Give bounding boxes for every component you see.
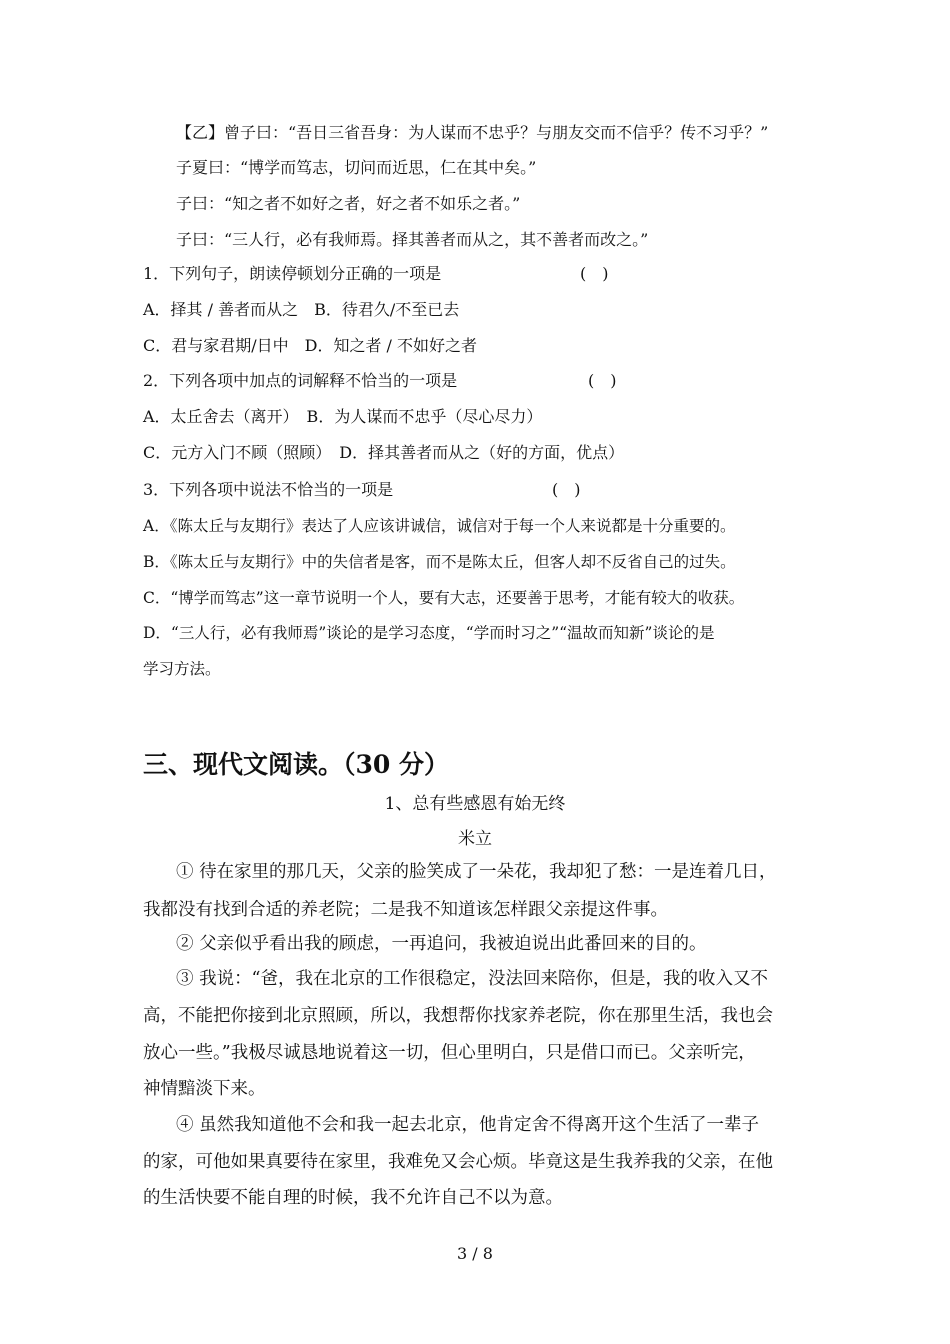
question-1-option-cd: C．君与家君期/日中 D．知之者 / 不如好之者 bbox=[143, 336, 478, 355]
article-author: 米立 bbox=[458, 829, 492, 849]
article-title: 1、总有些感恩有始无终 bbox=[384, 794, 566, 814]
passage-yi-line-4: 子曰：“三人行，必有我师焉。择其善者而从之，其不善者而改之。” bbox=[176, 230, 649, 249]
passage-yi-line-2: 子夏曰：“博学而笃志，切问而近思，仁在其中矣。” bbox=[176, 158, 537, 177]
question-3-option-d: D．“三人行，必有我师焉”谈论的是学习态度，“学而时习之”“温故而知新”谈论的是 bbox=[143, 624, 715, 642]
question-3-option-a: A．《陈太丘与友期行》表达了人应该讲诚信，诚信对于每一个人来说都是十分重要的。 bbox=[143, 517, 736, 535]
passage-yi-line-3: 子曰：“知之者不如好之者，好之者不如乐之者。” bbox=[176, 194, 521, 213]
article-line-10: 的生活快要不能自理的时候，我不允许自己不以为意。 bbox=[143, 1188, 563, 1208]
article-line-6: 放心一些。”我极尽诚恳地说着这一切，但心里明白，只是借口而已。父亲听完， bbox=[143, 1043, 756, 1063]
passage-yi-line-1: 【乙】曾子曰：“吾日三省吾身：为人谋而不忠乎？与朋友交而不信乎？传不习乎？” bbox=[176, 123, 769, 142]
article-line-7: 神情黯淡下来。 bbox=[143, 1079, 266, 1099]
article-line-1: ① 待在家里的那几天，父亲的脸笑成了一朵花，我却犯了愁：一是连着几日， bbox=[176, 862, 777, 882]
article-line-8: ④ 虽然我知道他不会和我一起去北京，他肯定舍不得离开这个生活了一辈子 bbox=[176, 1115, 760, 1135]
article-line-9: 的家，可他如果真要待在家里，我难免又会心烦。毕竟这是生我养我的父亲，在他 bbox=[143, 1152, 773, 1172]
question-1-stem: 1．下列句子，朗读停顿划分正确的一项是 bbox=[143, 264, 442, 283]
article-line-3: ② 父亲似乎看出我的顾虑，一再追问，我被迫说出此番回来的目的。 bbox=[176, 934, 707, 954]
question-3-answer-paren: ( ) bbox=[552, 480, 581, 499]
question-3-option-b: B．《陈太丘与友期行》中的失信者是客，而不是陈太丘，但客人却不反省自己的过失。 bbox=[143, 553, 736, 571]
question-1-option-ab: A．择其 / 善者而从之 B．待君久/不至已去 bbox=[143, 300, 460, 319]
question-3-option-d-cont: 学习方法。 bbox=[143, 660, 221, 678]
question-2-option-ab: A．太丘舍去（离开） B．为人谋而不忠乎（尽心尽力） bbox=[143, 407, 543, 426]
question-2-stem: 2．下列各项中加点的词解释不恰当的一项是 bbox=[143, 371, 458, 390]
section-heading: 三、现代文阅读。（30 分） bbox=[143, 750, 449, 779]
page-number: 3 / 8 bbox=[457, 1244, 493, 1263]
question-3-option-c: C．“博学而笃志”这一章节说明一个人，要有大志，还要善于思考，才能有较大的收获。 bbox=[143, 589, 745, 607]
article-line-2: 我都没有找到合适的养老院；二是我不知道该怎样跟父亲提这件事。 bbox=[143, 900, 668, 920]
article-line-4: ③ 我说：“爸，我在北京的工作很稳定，没法回来陪你，但是，我的收入又不 bbox=[176, 969, 769, 989]
question-1-answer-paren: ( ) bbox=[580, 264, 609, 283]
article-line-5: 高，不能把你接到北京照顾，所以，我想帮你找家养老院，你在那里生活，我也会 bbox=[143, 1006, 773, 1026]
question-3-stem: 3．下列各项中说法不恰当的一项是 bbox=[143, 480, 394, 499]
question-2-option-cd: C．元方入门不顾（照顾） D．择其善者而从之（好的方面，优点） bbox=[143, 443, 625, 462]
question-2-answer-paren: ( ) bbox=[588, 371, 617, 390]
